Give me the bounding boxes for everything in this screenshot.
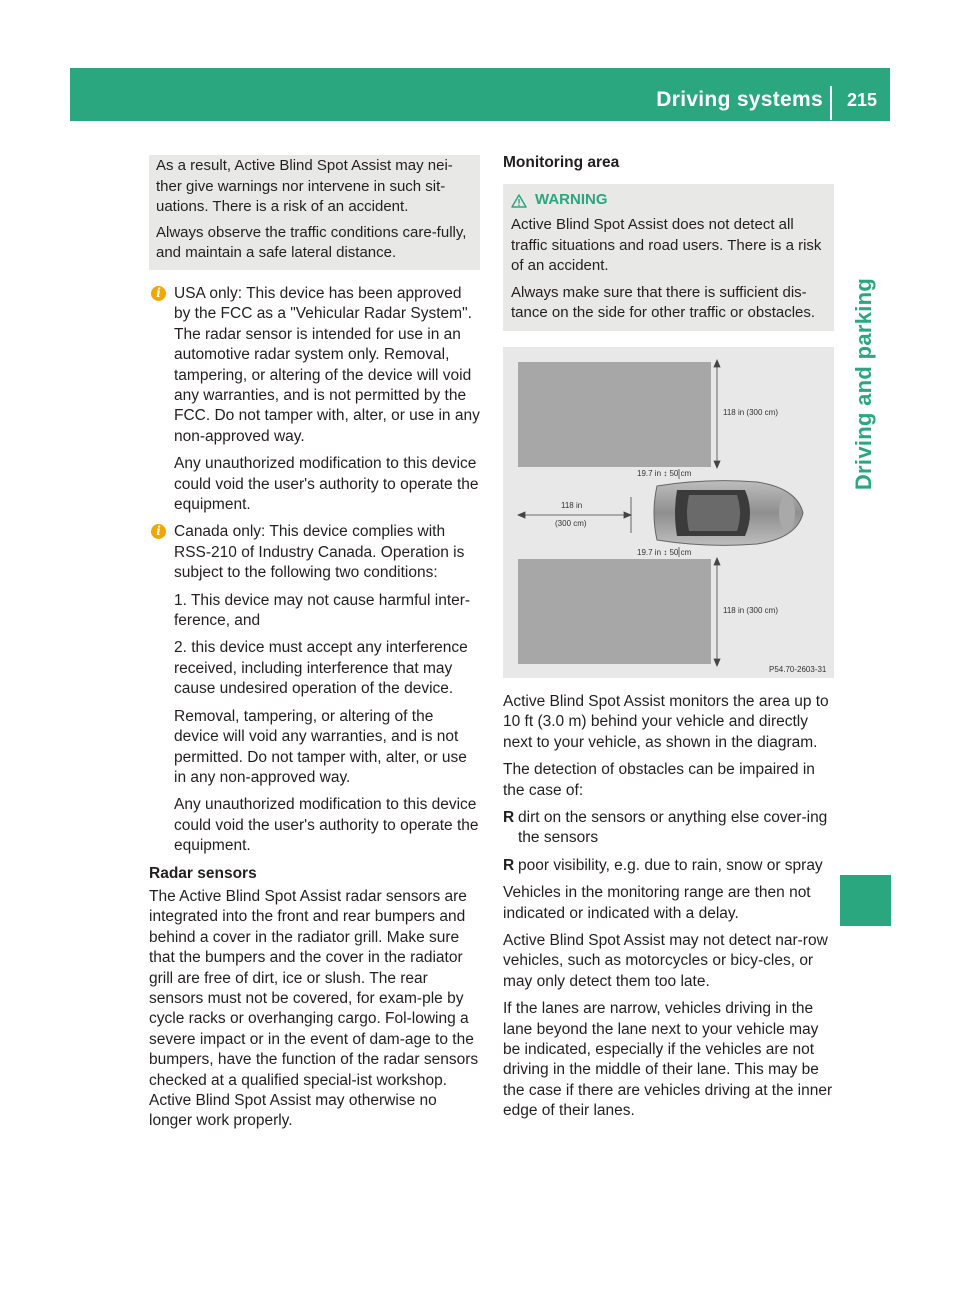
- warning-text: Active Blind Spot Assist does not detect all traffic situations and road users. There is a risk of an accident.: [511, 216, 822, 275]
- right-column: [503, 153, 834, 1129]
- list-item-text: dirt on the sensors or anything else cover-ing the sensors: [518, 809, 828, 847]
- warning-header: [511, 190, 826, 211]
- warning-continuation-text: Always observe the traffic conditions care-fully, and maintain a safe lateral distance.: [156, 223, 467, 262]
- header-title: Driving systems: [656, 88, 823, 111]
- monitoring-paragraph: Active Blind Spot Assist monitors the area up to 10 ft (3.0 m) behind your vehicle and directly next to your vehicle, as shown in the diagram.: [503, 692, 829, 751]
- header-divider: [830, 86, 832, 120]
- radar-sensors-heading: Radar sensors: [149, 864, 257, 882]
- side-tab: [838, 130, 890, 1174]
- page-number: 215: [846, 90, 878, 110]
- monitoring-area-heading: Monitoring area: [503, 154, 620, 171]
- warning-continuation-box: [149, 155, 480, 270]
- bottom-gap-label: 19.7 in ↕ 50 cm: [637, 547, 692, 557]
- canada-note-text: Any unauthorized modification to this device could void the user's authority to operate the equipment.: [174, 796, 479, 855]
- canada-note-text: 2. this device must accept any interference received, including interference that may cause undesired operation of the device.: [174, 639, 468, 698]
- side-tab-marker: [840, 875, 891, 926]
- page-header: [70, 68, 890, 121]
- rear-length-label-cm: (300 cm): [555, 518, 587, 528]
- canada-note-text: 1. This device may not cause harmful inter-ference, and: [174, 591, 471, 630]
- bullet-marker: R: [503, 856, 515, 874]
- diagram-reference-code: P54.70-2603-31: [769, 664, 827, 674]
- list-item-text: poor visibility, e.g. due to rain, snow or spray: [518, 856, 823, 874]
- monitoring-paragraph: Vehicles in the monitoring range are then not indicated or indicated with a delay.: [503, 884, 811, 922]
- monitoring-paragraph: Active Blind Spot Assist may not detect nar-row vehicles, such as motorcycles or bicy-cles, or may only detect them too late.: [503, 932, 828, 990]
- radar-sensors-text: The Active Blind Spot Assist radar sensors are integrated into the front and rear bumpers and behind a cover in the radiator grill. Make sure that the bumpers and the cover in the radiator grill are free of dirt, ice or slush. The rear sensors must not be covered, for exam-ple by cycle racks or overhanging cargo. Fol-lowing a severe impact or in the event of dam-age to the bumpers, have the function of the radar sensors checked at a qualified special-ist workshop. Active Blind Spot Assist may otherwise no longer work properly.: [149, 887, 479, 1130]
- warning-triangle-icon: [511, 194, 527, 208]
- canada-note-text: Canada only: This device complies with RSS-210 of Industry Canada. Operation is subject to the following two conditions:: [174, 523, 465, 582]
- usa-info-note: [149, 284, 480, 515]
- warning-label: WARNING: [535, 191, 608, 209]
- side-tab-label: Driving and parking: [851, 277, 876, 491]
- list-item: [503, 856, 834, 876]
- usa-note-text: Any unauthorized modification to this device could void the user's authority to operate the equipment.: [174, 455, 479, 514]
- left-column: [149, 155, 480, 1139]
- canada-note-text: Removal, tampering, or altering of the device will void any warranties, and is not permitted. Do not tamper with, alter, or use in any non-approved way.: [174, 707, 467, 786]
- warning-continuation-text: As a result, Active Blind Spot Assist may nei-ther give warnings nor intervene in such sit-uations. There is a risk of an accident.: [156, 157, 453, 216]
- monitoring-area-diagram: [503, 347, 834, 678]
- usa-note-text: USA only: This device has been approved by the FCC as a "Vehicular Radar System". The radar sensor is intended for use in an automotive radar system only. Removal, tampering, or altering of the device will void any warranties, and is not permitted by the FCC. Do not tamper with, alter, or use in any non-approved way.: [174, 284, 480, 445]
- bottom-zone-length-label: 118 in (300 cm): [723, 605, 778, 615]
- warning-text: Always make sure that there is sufficient dis-tance on the side for other traffic or obstacles.: [511, 283, 816, 322]
- info-icon: i: [151, 286, 166, 301]
- top-zone-length-label: 118 in (300 cm): [723, 407, 778, 417]
- monitoring-paragraph: The detection of obstacles can be impaired in the case of:: [503, 761, 815, 799]
- bullet-marker: R: [503, 809, 515, 826]
- canada-info-note: [149, 522, 480, 856]
- top-gap-label: 19.7 in ↕ 50 cm: [637, 468, 692, 478]
- monitoring-paragraph: If the lanes are narrow, vehicles driving in the lane beyond the lane next to your vehicle may be indicated, especially if the vehicles are not driving in the middle of their lane. This may be the case if there are vehicles driving at the inner edge of their lanes.: [503, 1000, 833, 1120]
- list-item: [503, 808, 834, 849]
- car-top-view: [647, 478, 805, 548]
- warning-box: [503, 184, 834, 331]
- rear-length-label-in: 118 in: [561, 500, 583, 510]
- info-icon: i: [151, 524, 166, 539]
